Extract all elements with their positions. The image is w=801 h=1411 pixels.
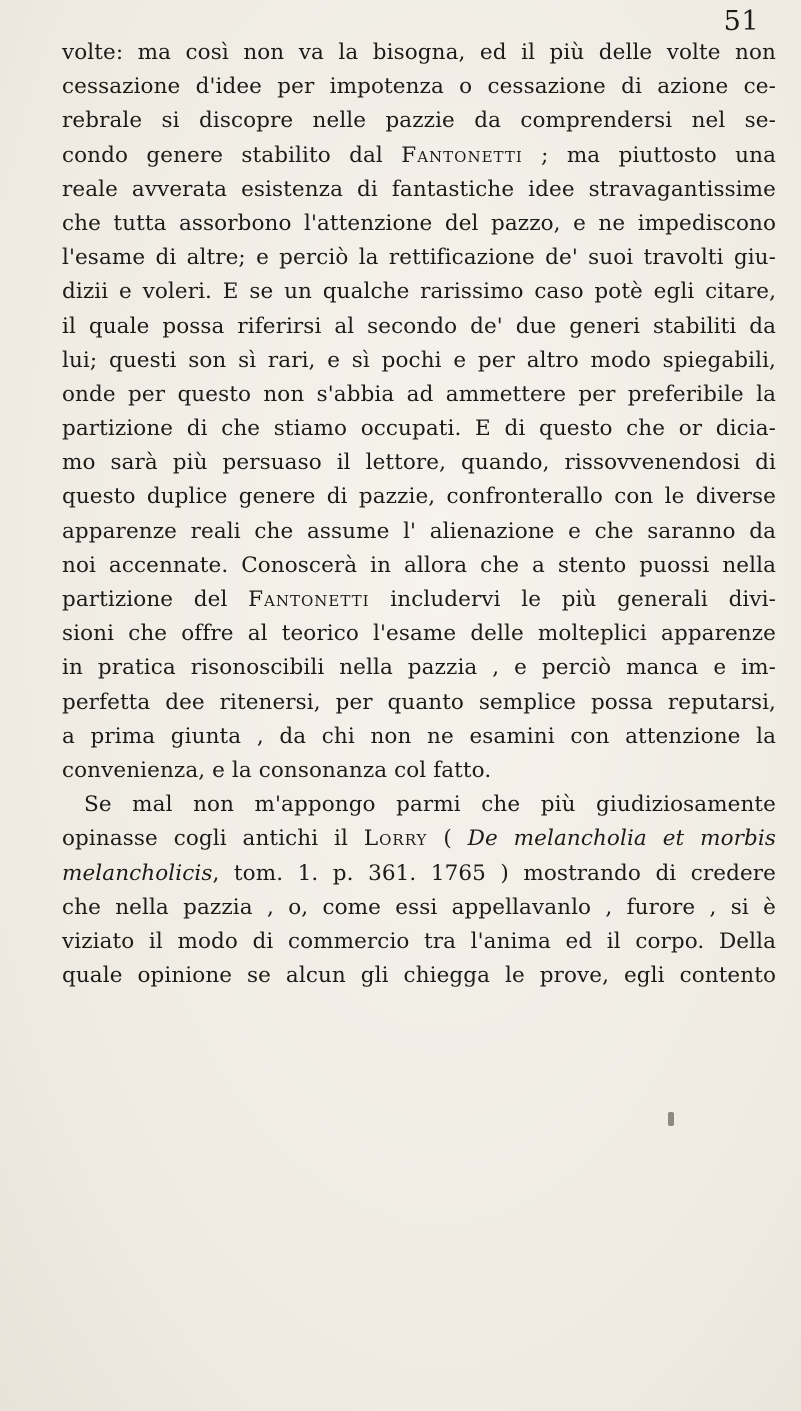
text-span: partizione del bbox=[62, 587, 249, 612]
ink-smudge bbox=[668, 1112, 674, 1126]
text-line-2: cessazione d'idee per impotenza o cessazione di azione ce- bbox=[62, 74, 776, 100]
text-line-28: quale opinione se alcun gli chiegga le prove, egli contento bbox=[62, 963, 776, 989]
text-span: , tom. 1. p. 361. 1765 ) mostrando di credere bbox=[212, 860, 776, 886]
author-name-fantonetti: Fantonetti bbox=[401, 142, 523, 168]
text-line-16: noi accennate. Conoscerà in allora che a stento puossi nella bbox=[62, 552, 776, 578]
text-line-18: sioni che offre al teorico l'esame delle molteplici apparenze bbox=[62, 621, 776, 647]
text-line-19: in pratica risonoscibili nella pazzia , e perciò manca e im- bbox=[62, 655, 776, 681]
text-span: ( bbox=[427, 826, 468, 852]
text-line-8: dizii e voleri. E se un qualche rarissimo caso potè egli citare, bbox=[62, 279, 776, 305]
text-line-25 bbox=[62, 857, 776, 891]
book-title: De melancholia et morbis bbox=[467, 826, 776, 852]
text-line-26: che nella pazzia , o, come essi appellavanlo , furore , si è bbox=[62, 894, 776, 920]
text-line-10: lui; questi son sì rari, e sì pochi e per altro modo spiegabili, bbox=[62, 347, 776, 373]
body-text bbox=[62, 36, 776, 993]
text-line-1: volte: ma così non va la bisogna, ed il più delle volte non bbox=[62, 40, 776, 65]
text-line-7: l'esame di altre; e perciò la rettificazione de' suoi travolti giu- bbox=[62, 245, 776, 271]
text-line-15: apparenze reali che assume l' alienazione e che saranno da bbox=[62, 518, 776, 544]
text-line-11: onde per questo non s'abbia ad ammettere per preferibile la bbox=[62, 381, 776, 407]
text-line-13: mo sarà più persuaso il lettore, quando, rissovvenendosi di bbox=[62, 450, 776, 476]
author-name-lorry: Lorry bbox=[363, 826, 428, 852]
text-line-22: convenienza, e la consonanza col fatto. bbox=[62, 757, 492, 783]
text-line-3: rebrale si discopre nelle pazzie da comprendersi nel se- bbox=[62, 108, 776, 134]
book-title: melancholicis bbox=[62, 860, 213, 886]
text-line-12: partizione di che stiamo occupati. E di questo che or dicia- bbox=[62, 416, 776, 442]
text-line-6: che tutta assorbono l'attenzione del pazzo, e ne impediscono bbox=[62, 210, 776, 236]
text-line-23: Se mal non m'appongo parmi che più giudiziosamente bbox=[84, 792, 776, 818]
text-line-20: perfetta dee ritenersi, per quanto semplice possa reputarsi, bbox=[62, 689, 776, 715]
page-number: 51 bbox=[723, 6, 759, 37]
text-line-4 bbox=[62, 139, 776, 173]
text-line-27: viziato il modo di commercio tra l'anima ed il corpo. Della bbox=[62, 928, 776, 954]
text-line-9: il quale possa riferirsi al secondo de' due generi stabiliti da bbox=[62, 313, 776, 339]
text-line-5: reale avverata esistenza di fantastiche idee stravagantissime bbox=[62, 176, 776, 202]
author-name-fantonetti: Fantonetti bbox=[248, 587, 370, 612]
text-span: includervi le più generali divi- bbox=[369, 587, 776, 612]
text-line-24 bbox=[62, 822, 776, 856]
text-span: ; ma piuttosto una bbox=[522, 142, 776, 168]
text-line-17 bbox=[62, 583, 776, 617]
text-span: opinasse cogli antichi il bbox=[62, 826, 364, 852]
text-line-14: questo duplice genere di pazzie, confronterallo con le diverse bbox=[62, 484, 776, 510]
text-line-21: a prima giunta , da chi non ne esamini con attenzione la bbox=[62, 723, 776, 749]
text-span: condo genere stabilito dal bbox=[62, 142, 402, 168]
